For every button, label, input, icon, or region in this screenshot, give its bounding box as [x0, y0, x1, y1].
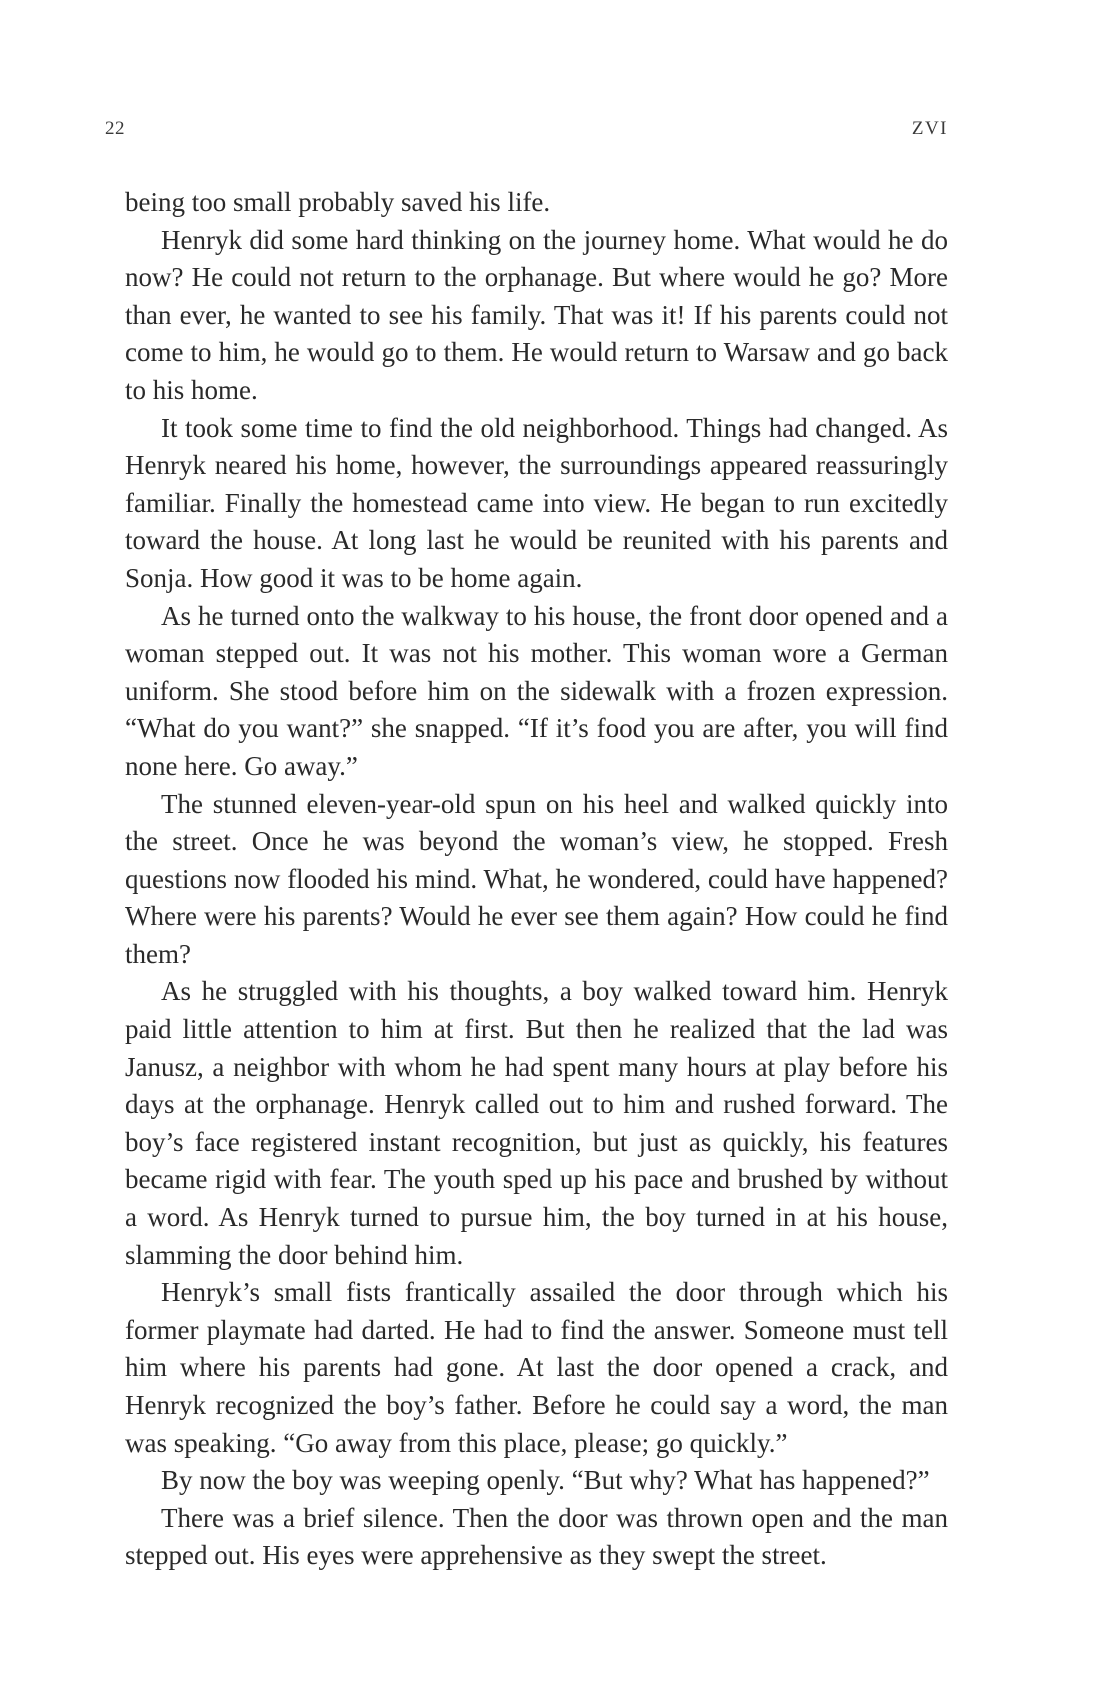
paragraph: It took some time to find the old neighborhood. Things had changed. As Henryk neared his home, however, the surroundings appeared reassuringly familiar. Finally the homestead came into view. He began to run excitedly toward the house. At long last he would be reunited with his parents and Sonja. How good it was to be home again. — [125, 412, 948, 593]
running-title: ZVI — [911, 118, 948, 139]
running-head — [105, 118, 948, 148]
paragraph: There was a brief silence. Then the door was thrown open and the man stepped out. His eyes were apprehensive as they swept the street. — [125, 1502, 948, 1571]
paragraph: Henryk’s small fists frantically assailed the door through which his former playmate had darted. He had to find the answer. Someone must tell him where his parents had gone. At last the door opened a crack, and Henryk recognized the boy’s father. Before he could say a word, the man was speaking. “Go away from this place, please; go quickly.” — [125, 1277, 948, 1458]
body-text — [125, 184, 948, 1575]
paragraph: As he struggled with his thoughts, a boy walked toward him. Henryk paid little attention to him at first. But then he realized that the lad was Janusz, a neighbor with whom he had spent many hours at play before his days at the orphanage. Henryk called out to him and rushed forward. The boy’s face registered instant recognition, but just as quickly, his features became rigid with fear. The youth sped up his pace and brushed by without a word. As Henryk turned to pursue him, the boy turned in at his house, slamming the door behind him. — [125, 976, 948, 1270]
paragraph-continuation: being too small probably saved his life. — [125, 187, 551, 217]
paragraph: As he turned onto the walkway to his house, the front door opened and a woman stepped out. It was not his mother. This woman wore a German uniform. She stood before him on the sidewalk with a frozen expression. “What do you want?” she snapped. “If it’s food you are after, you will find none here. Go away.” — [125, 600, 948, 781]
page-number: 22 — [105, 118, 125, 139]
paragraph: The stunned eleven-year-old spun on his heel and walked quickly into the street. Once he was beyond the woman’s view, he stopped. Fresh questions now flooded his mind. What, he wondered, could have happened? Where were his parents? Would he ever see them again? How could he find them? — [125, 788, 948, 969]
paragraph: By now the boy was weeping openly. “But why? What has happened?” — [161, 1465, 930, 1496]
paragraph: Henryk did some hard thinking on the journey home. What would he do now? He could not return to the orphanage. But where would he go? More than ever, he wanted to see his family. That was it! If his parents could not come to him, he would go to them. He would return to Warsaw and go back to his home. — [125, 224, 948, 405]
